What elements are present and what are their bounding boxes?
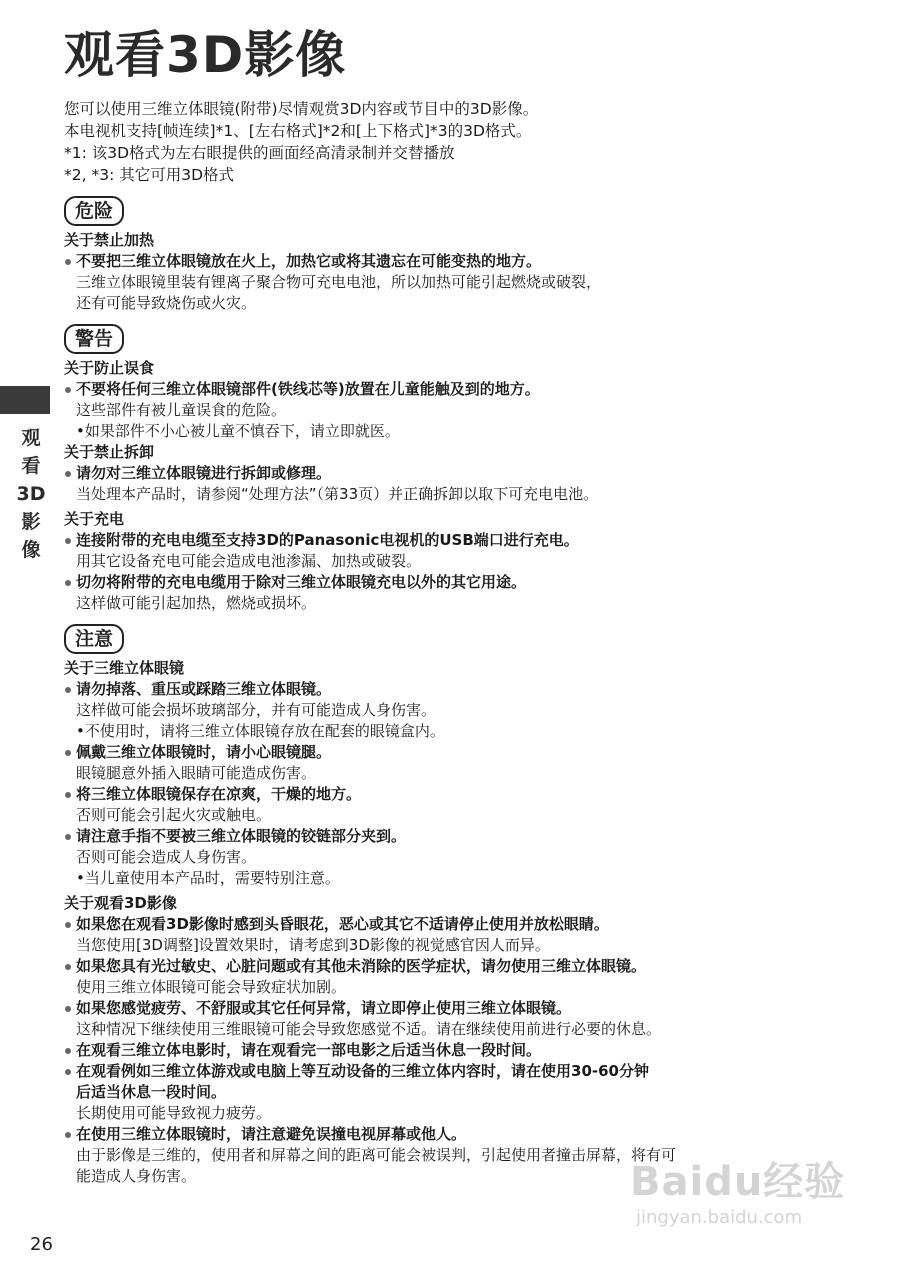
group-title: 关于三维立体眼镜 — [64, 659, 185, 677]
intro-line: *1: 该3D格式为左右眼提供的画面经高清录制并交替播放 — [64, 144, 455, 162]
item-text: 这样做可能引起加热，燃烧或损坏。 — [76, 594, 317, 612]
item-text: 当您使用[3D调整]设置效果时，请考虑到3D影像的视觉感官因人而异。 — [76, 936, 550, 954]
warning-badge: 警告 — [64, 324, 124, 354]
item-heading: 如果您在观看3D影像时感到头昏眼花，恶心或其它不适请停止使用并放松眼睛。 — [76, 915, 609, 933]
group-title: 关于禁止加热 — [64, 231, 155, 249]
item-text: 三维立体眼镜里装有锂离子聚合物可充电电池，所以加热可能引起燃烧或破裂， — [76, 273, 602, 291]
safety-item — [64, 1040, 864, 1061]
side-label-char: 看 — [21, 455, 41, 477]
item-text: 这些部件有被儿童误食的危险。 — [76, 401, 287, 419]
safety-content — [64, 196, 864, 1197]
item-heading-continued: 后适当休息一段时间。 — [76, 1083, 227, 1101]
warning-section — [64, 324, 864, 614]
safety-item — [64, 379, 864, 442]
safety-item — [64, 463, 864, 505]
item-heading: 如果您具有光过敏史、心脏问题或有其他未消除的医学症状，请勿使用三维立体眼镜。 — [76, 957, 647, 975]
item-heading: 在使用三维立体眼镜时，请注意避免误撞电视屏幕或他人。 — [76, 1125, 467, 1143]
safety-item — [64, 998, 864, 1040]
item-heading: 请注意手指不要被三维立体眼镜的铰链部分夹到。 — [76, 827, 407, 845]
item-heading: 不要将任何三维立体眼镜部件(铁线芯等)放置在儿童能触及到的地方。 — [76, 380, 540, 398]
group-title: 关于禁止拆卸 — [64, 443, 155, 461]
group-title: 关于观看3D影像 — [64, 894, 177, 912]
page-title: 观看3D影像 — [64, 26, 347, 84]
item-text: 由于影像是三维的，使用者和屏幕之间的距离可能会被误判，引起使用者撞击屏幕，将有可 — [76, 1146, 677, 1164]
safety-item — [64, 251, 864, 314]
item-heading: 佩戴三维立体眼镜时，请小心眼镜腿。 — [76, 743, 332, 761]
safety-item — [64, 784, 864, 826]
item-text: 用其它设备充电可能会造成电池渗漏、加热或破裂。 — [76, 552, 422, 570]
intro-line: *2, *3: 其它可用3D格式 — [64, 166, 235, 184]
side-section-label — [14, 424, 48, 564]
item-text: 这样做可能会损坏玻璃部分，并有可能造成人身伤害。 — [76, 701, 437, 719]
intro-line: 您可以使用三维立体眼镜(附带)尽情观赏3D内容或节目中的3D影像。 — [64, 100, 539, 118]
item-text: 能造成人身伤害。 — [76, 1167, 197, 1185]
item-subnote: •当儿童使用本产品时，需要特别注意。 — [76, 869, 340, 887]
intro-line: 本电视机支持[帧连续]*1、[左右格式]*2和[上下格式]*3的3D格式。 — [64, 122, 532, 140]
item-text: 否则可能会引起火灾或触电。 — [76, 806, 272, 824]
group-title: 关于充电 — [64, 510, 125, 528]
item-subnote: •如果部件不小心被儿童不慎吞下，请立即就医。 — [76, 422, 400, 440]
item-heading: 连接附带的充电电缆至支持3D的Panasonic电视机的USB端口进行充电。 — [76, 531, 579, 549]
item-text: 当处理本产品时，请参阅“处理方法”（第33页）并正确拆卸以取下可充电电池。 — [76, 485, 599, 503]
item-text: 否则可能会造成人身伤害。 — [76, 848, 257, 866]
item-heading: 不要把三维立体眼镜放在火上，加热它或将其遗忘在可能变热的地方。 — [76, 252, 542, 270]
safety-item — [64, 679, 864, 742]
danger-badge: 危险 — [64, 196, 124, 226]
item-heading: 在观看三维立体电影时，请在观看完一部电影之后适当休息一段时间。 — [76, 1041, 542, 1059]
item-subnote: •不使用时，请将三维立体眼镜存放在配套的眼镜盒内。 — [76, 722, 445, 740]
item-heading: 在观看例如三维立体游戏或电脑上等互动设备的三维立体内容时，请在使用30-60分钟 — [76, 1062, 649, 1080]
side-label-char: 像 — [21, 539, 41, 561]
baidu-watermark — [630, 1150, 870, 1240]
caution-section — [64, 624, 864, 1187]
caution-badge: 注意 — [64, 624, 124, 654]
item-heading: 请勿对三维立体眼镜进行拆卸或修理。 — [76, 464, 332, 482]
item-text: 长期使用可能导致视力疲劳。 — [76, 1104, 272, 1122]
watermark-logo-text: Baidu经验 — [630, 1159, 846, 1205]
safety-item — [64, 530, 864, 572]
safety-item — [64, 914, 864, 956]
item-heading: 请勿掉落、重压或踩踏三维立体眼镜。 — [76, 680, 332, 698]
safety-item — [64, 572, 864, 614]
danger-section — [64, 196, 864, 314]
item-text: 这种情况下继续使用三维眼镜可能会导致您感觉不适。请在继续使用前进行必要的休息。 — [76, 1020, 662, 1038]
safety-item — [64, 742, 864, 784]
safety-item — [64, 1061, 864, 1124]
side-label-char: 3D — [16, 483, 46, 505]
item-text: 使用三维立体眼镜可能会导致症状加剧。 — [76, 978, 347, 996]
item-heading: 切勿将附带的充电电缆用于除对三维立体眼镜充电以外的其它用途。 — [76, 573, 527, 591]
group-title: 关于防止误食 — [64, 359, 155, 377]
watermark-url: jingyan.baidu.com — [636, 1207, 803, 1228]
safety-item — [64, 956, 864, 998]
safety-item — [64, 826, 864, 889]
item-heading: 将三维立体眼镜保存在凉爽，干燥的地方。 — [76, 785, 362, 803]
side-tab-marker — [0, 386, 50, 414]
item-text: 眼镜腿意外插入眼睛可能造成伤害。 — [76, 764, 317, 782]
item-heading: 如果您感觉疲劳、不舒服或其它任何异常，请立即停止使用三维立体眼镜。 — [76, 999, 572, 1017]
side-label-char: 影 — [21, 511, 41, 533]
intro-paragraph — [64, 98, 864, 186]
page-number: 26 — [30, 1234, 53, 1255]
side-label-char: 观 — [21, 427, 41, 449]
item-text: 还有可能导致烧伤或火灾。 — [76, 294, 257, 312]
